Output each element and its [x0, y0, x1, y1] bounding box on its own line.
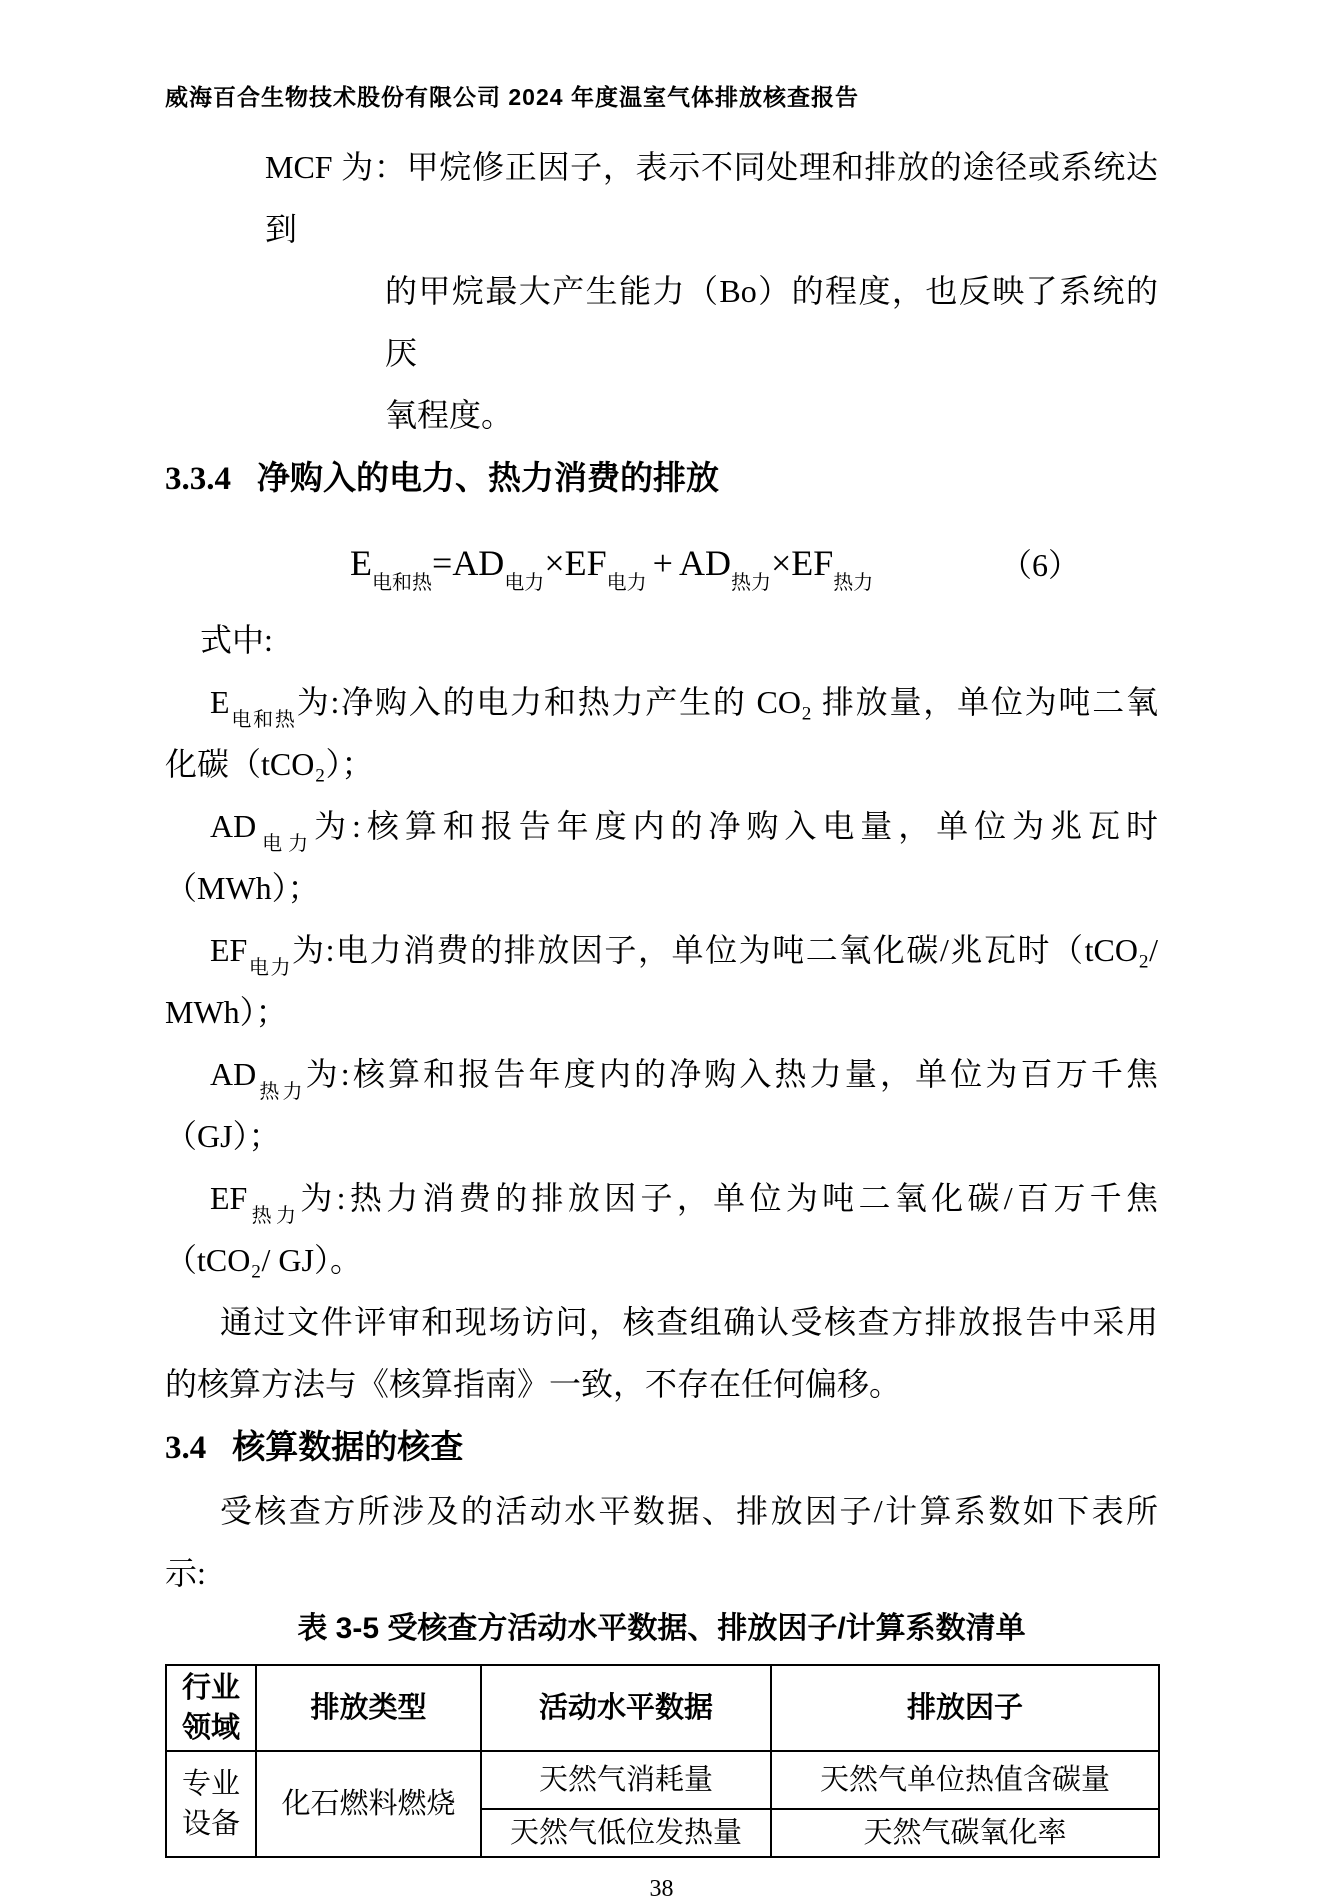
symbol: E [210, 684, 230, 720]
definition-line: （tCO₂/ GJ）。 [165, 1242, 362, 1278]
paragraph-line: 受核查方所涉及的活动水平数据、排放因子/计算系数如下表所 [220, 1493, 1158, 1529]
formula-subscript: 热力 [730, 572, 771, 595]
table-row [166, 1751, 1159, 1809]
report-header: 威海百合生物技术股份有限公司 2024 年度温室气体排放核查报告 [165, 84, 859, 110]
cell-industry: 专业设备 [166, 1751, 256, 1857]
definition-e [165, 671, 1158, 795]
data-table [165, 1664, 1160, 1858]
section-heading-334 [165, 446, 1158, 511]
paragraph-line: 的核算方法与《核算指南》一致，不存在任何偏移。 [165, 1366, 902, 1402]
symbol-subscript: 电力 [247, 957, 293, 980]
column-header: 活动水平数据 [481, 1665, 771, 1751]
symbol-subscript: 热力 [256, 1081, 306, 1104]
definition-line: MWh）； [165, 994, 288, 1030]
symbol: AD [210, 1056, 257, 1092]
section-number: 3.3.4 [165, 461, 231, 497]
definition-line [165, 671, 1158, 733]
definition-text: 为:净购入的电力和热力产生的 CO₂ 排放量，单位为吨二氧 [296, 684, 1158, 720]
conclusion-paragraph [165, 1291, 1158, 1415]
column-header: 排放类型 [256, 1665, 481, 1751]
definition-line [165, 1167, 1158, 1229]
definition-line: （GJ）； [165, 1118, 281, 1154]
definition-ad-heat [165, 1043, 1158, 1167]
cell-activity-data: 天然气低位发热量 [481, 1809, 771, 1857]
definition-line [165, 795, 1158, 857]
table-caption: 表 3-5 受核查方活动水平数据、排放因子/计算系数清单 [297, 1612, 1026, 1645]
formula-subscript: 电和热 [372, 572, 432, 595]
symbol-subscript: 电和热 [229, 709, 297, 732]
formula-term: EF [791, 543, 834, 583]
cell-emission-type: 化石燃料燃烧 [256, 1751, 481, 1857]
formula-operator: + [652, 543, 673, 583]
cell-emission-factor: 天然气碳氧化率 [771, 1809, 1159, 1857]
formula-term: AD [452, 543, 505, 583]
table-intro-paragraph [165, 1480, 1158, 1604]
formula-operator: × [544, 543, 565, 583]
formula-subscript: 电力 [606, 572, 647, 595]
formula-term: AD [678, 543, 731, 583]
section-heading-34 [165, 1415, 1158, 1480]
paragraph-line: MCF 为：甲烷修正因子，表示不同处理和排放的途径或系统达到 [265, 149, 1158, 247]
page-number: 38 [649, 1876, 674, 1902]
definition-line: 化碳（tCO₂）； [165, 746, 374, 782]
paragraph-line: 的甲烷最大产生能力（Bo）的程度，也反映了系统的厌 [385, 273, 1158, 371]
mcf-paragraph [165, 136, 1158, 446]
table-header-row [166, 1665, 1159, 1751]
formula-term: E [350, 543, 372, 583]
formula-operator: = [432, 543, 453, 583]
definition-ef-elec [165, 919, 1158, 1043]
formula-subscript: 热力 [833, 572, 874, 595]
section-number: 3.4 [165, 1430, 207, 1466]
column-header: 行业领域 [166, 1665, 256, 1751]
definition-text: 为:核算和报告年度内的净购入电量，单位为兆瓦时 [314, 808, 1158, 844]
formula-operator: × [770, 543, 792, 583]
definition-line [165, 919, 1158, 981]
page-content [165, 0, 1158, 1904]
symbol: EF [210, 1180, 248, 1216]
definition-line [165, 1043, 1158, 1105]
definition-text: 为:核算和报告年度内的净购入热力量，单位为百万千焦 [305, 1056, 1158, 1092]
symbol: AD [210, 808, 257, 844]
formula-term: EF [564, 543, 607, 583]
formula-subscript: 电力 [504, 572, 545, 595]
cell-emission-factor: 天然气单位热值含碳量 [771, 1751, 1159, 1809]
column-header: 排放因子 [771, 1665, 1159, 1751]
paragraph-line: 通过文件评审和现场访问，核查组确认受核查方排放报告中采用 [220, 1304, 1158, 1340]
definition-text: 为:热力消费的排放因子，单位为吨二氧化碳/百万千焦 [300, 1180, 1158, 1216]
symbol-subscript: 热力 [247, 1205, 301, 1228]
definition-line: （MWh）； [165, 870, 320, 906]
equation-6 [165, 537, 1158, 595]
definition-ef-heat [165, 1167, 1158, 1291]
where-label: 式中: [200, 622, 273, 658]
symbol-subscript: 电力 [256, 833, 315, 856]
equation-number: （6） [999, 547, 1080, 583]
paragraph-line: 氧程度。 [385, 397, 514, 433]
section-title: 核算数据的核查 [232, 1428, 464, 1465]
symbol: EF [210, 932, 248, 968]
cell-activity-data: 天然气消耗量 [481, 1751, 771, 1809]
definition-ad-elec [165, 795, 1158, 919]
section-title: 净购入的电力、热力消费的排放 [257, 459, 719, 496]
paragraph-line: 示: [165, 1555, 206, 1591]
definition-text: 为:电力消费的排放因子，单位为吨二氧化碳/兆瓦时（tCO₂/ [292, 932, 1159, 968]
